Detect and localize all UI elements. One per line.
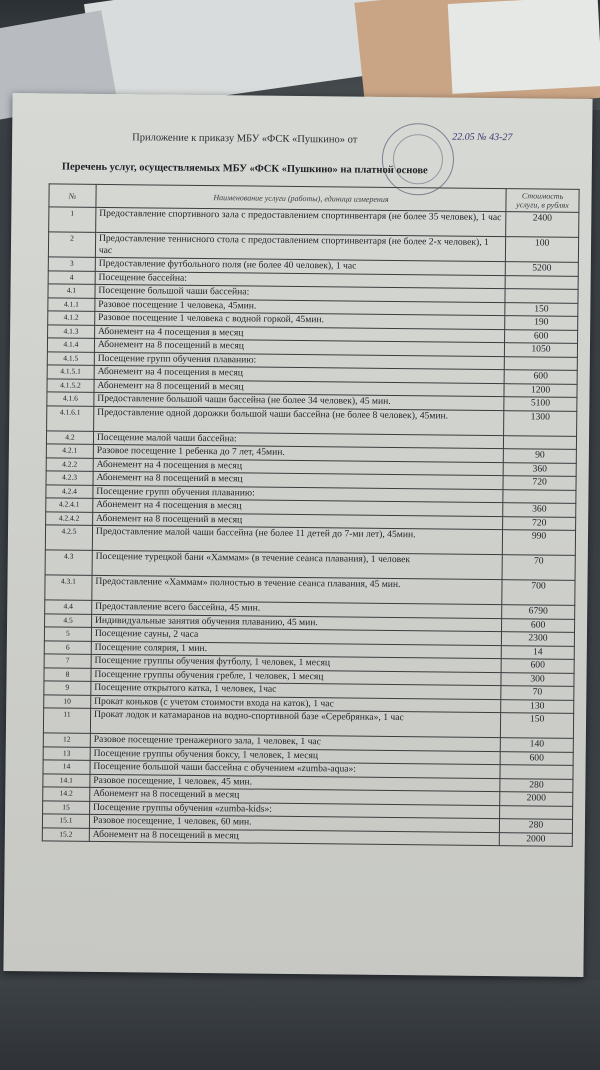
row-price: 600	[501, 659, 574, 673]
row-price: 5100	[504, 397, 577, 411]
row-service-name: Абонемент на 4 посещения в месяц	[93, 458, 503, 476]
row-price	[504, 435, 577, 449]
row-number: 4.1.4	[47, 338, 94, 352]
row-number: 3	[48, 257, 95, 271]
row-number: 4.1.6.1	[47, 405, 94, 430]
row-number: 4.5	[45, 613, 92, 627]
row-service-name: Индивидуальные занятия обучения плаванию, 45 мин.	[91, 614, 501, 632]
row-price: 70	[502, 555, 575, 581]
row-service-name: Предоставление спортивного зала с предоставлением спортинвентаря (не более 35 человек), 1 час	[96, 207, 506, 236]
row-service-name: Посещение турецкой бани «Хаммам» (в течение сеанса плавания), 1 человек	[92, 550, 502, 579]
row-service-name: Разовое посещение 1 человека, 45мин.	[95, 298, 505, 316]
row-price: 150	[505, 302, 578, 316]
row-price: 2000	[500, 792, 573, 806]
row-number: 4.1.6	[47, 392, 94, 406]
row-number: 15.1	[42, 814, 89, 828]
row-number: 4.1.5.1	[47, 365, 94, 379]
document-page	[3, 93, 592, 977]
row-price: 14	[501, 645, 574, 659]
row-price: 100	[505, 237, 578, 263]
row-number: 8	[44, 667, 91, 681]
row-service-name: Абонемент на 4 посещения в месяц	[94, 325, 504, 343]
row-price	[504, 356, 577, 370]
row-number: 2	[48, 232, 95, 257]
row-service-name: Предоставление теннисного стола с предоставлением спортинвентаря (не более 2-х человек), 1 час	[95, 232, 505, 261]
row-number: 4.1.1	[48, 297, 95, 311]
row-service-name: Абонемент на 8 посещений в месяц	[89, 828, 499, 846]
row-service-name: Абонемент на 8 посещений в месяц	[93, 471, 503, 489]
row-number: 7	[44, 654, 91, 668]
background-paper-right	[448, 0, 600, 94]
row-number: 14	[43, 760, 90, 774]
row-price: 600	[502, 618, 575, 632]
row-service-name: Предоставление футбольного поля (не более 40 человек), 1 час	[95, 257, 505, 275]
official-stamp-icon	[382, 123, 455, 196]
row-number: 1	[49, 207, 96, 232]
row-number: 15.2	[42, 827, 89, 841]
row-service-name: Посещение солярия, 1 мин.	[91, 641, 501, 659]
row-number: 11	[43, 708, 90, 733]
row-service-name: Абонемент на 8 посещений в месяц	[94, 338, 504, 356]
row-number: 9	[44, 681, 91, 695]
row-price: 2300	[501, 632, 574, 646]
row-number: 12	[43, 733, 90, 747]
row-number: 4.2.4.2	[46, 511, 93, 525]
row-number: 5	[44, 627, 91, 641]
row-service-name: Предоставление одной дорожки большой чаши бассейна (не более 8 человек), 45мин.	[93, 406, 503, 435]
row-number: 4.2	[46, 430, 93, 444]
row-service-name: Прокат коньков (с учетом стоимости входа на каток), 1 час	[91, 695, 501, 713]
row-price: 190	[505, 316, 578, 330]
row-price: 300	[501, 672, 574, 686]
row-service-name: Абонемент на 4 посещения в месяц	[93, 498, 503, 516]
row-number: 4.4	[45, 600, 92, 614]
row-price: 360	[503, 503, 576, 517]
row-price	[505, 275, 578, 289]
row-price	[505, 289, 578, 303]
row-service-name: Посещение большой чаши бассейна:	[95, 284, 505, 302]
row-service-name: Посещение группы обучения «zumba-kids»:	[89, 801, 499, 819]
row-service-name: Абонемент на 8 посещений в месяц	[92, 512, 502, 530]
row-service-name: Посещение сауны, 2 часа	[91, 627, 501, 645]
row-price: 90	[503, 449, 576, 463]
row-number: 4.1.3	[48, 324, 95, 338]
row-service-name: Абонемент на 4 посещения в месяц	[94, 365, 504, 383]
row-service-name: Посещение группы обучения гребле, 1 человек, 1 месяц	[91, 668, 501, 686]
row-number: 13	[43, 746, 90, 760]
desk-bottom	[0, 980, 600, 1070]
row-service-name: Абонемент на 8 посещений в месяц	[94, 379, 504, 397]
row-number: 10	[44, 694, 91, 708]
appendix-title: Приложение к приказу МБУ «ФСК «Пушкино» от	[132, 132, 358, 146]
row-price: 990	[502, 530, 575, 556]
row-price: 280	[500, 778, 573, 792]
row-price: 130	[501, 699, 574, 713]
row-service-name: Посещение группы обучения футболу, 1 человек, 1 месяц	[91, 654, 501, 672]
row-service-name: Посещение групп обучения плаванию:	[93, 485, 503, 503]
row-price: 150	[500, 713, 573, 739]
row-price: 5200	[505, 262, 578, 276]
row-number: 4.3.1	[45, 575, 92, 600]
row-service-name: Разовое посещение 1 человека с водной горкой, 45мин.	[95, 311, 505, 329]
row-number: 4.2.5	[45, 525, 92, 550]
row-price: 280	[500, 819, 573, 833]
row-service-name: Разовое посещение, 1 человек, 60 мин.	[89, 814, 499, 832]
row-service-name: Предоставление малой чаши бассейна (не более 11 детей до 7-ми лет), 45мин.	[92, 525, 502, 554]
row-number: 15	[43, 800, 90, 814]
row-price: 600	[500, 751, 573, 765]
row-service-name: Посещение бассейна:	[95, 271, 505, 289]
row-number: 4.2.4.1	[46, 498, 93, 512]
row-number: 4.2.2	[46, 457, 93, 471]
row-price: 1300	[504, 410, 577, 436]
row-price: 2000	[499, 832, 572, 846]
row-service-name: Разовое посещение тренажерного зала, 1 человек, 1 час	[90, 733, 500, 751]
row-number: 4.1	[48, 284, 95, 298]
row-service-name: Посещение малой чаши бассейна:	[93, 431, 503, 449]
row-price: 2400	[506, 212, 579, 238]
row-number: 4.2.3	[46, 471, 93, 485]
row-price: 140	[500, 738, 573, 752]
row-number: 4.3	[45, 550, 92, 575]
row-price	[500, 805, 573, 819]
row-price: 720	[503, 516, 576, 530]
column-header-name: Наименование услуги (работы), единица измерения	[96, 184, 506, 211]
row-service-name: Посещение группы обучения боксу, 1 человек, 1 месяц	[90, 747, 500, 765]
row-number: 4	[48, 270, 95, 284]
row-number: 4.2.4	[46, 484, 93, 498]
row-price	[503, 489, 576, 503]
column-header-number: №	[49, 184, 96, 207]
row-service-name: Посещение открытого катка, 1 человек, 1час	[91, 681, 501, 699]
row-service-name: Разовое посещение 1 ребенка до 7 лет, 45мин.	[93, 444, 503, 462]
row-price: 1200	[504, 383, 577, 397]
row-price	[500, 765, 573, 779]
services-price-table	[42, 183, 580, 847]
row-price: 1050	[504, 343, 577, 357]
row-service-name: Предоставление большой чаши бассейна (не более 34 человек), 45 мин.	[94, 392, 504, 410]
row-price: 700	[502, 580, 575, 606]
row-service-name: Прокат лодок и катамаранов на водно-спортивной базе «Серебрянка», 1 час	[90, 708, 500, 737]
row-number: 4.1.5	[47, 351, 94, 365]
table-body	[42, 207, 579, 847]
row-number: 6	[44, 640, 91, 654]
row-price: 360	[503, 462, 576, 476]
row-number: 14.1	[43, 773, 90, 787]
column-header-price: Стоимость услуги, в рублях	[506, 189, 579, 213]
row-service-name: Предоставление всего бассейна, 45 мин.	[92, 600, 502, 618]
row-price: 720	[503, 476, 576, 490]
row-service-name: Предоставление «Хаммам» полностью в течение сеанса плавания, 45 мин.	[92, 575, 502, 604]
row-price: 6790	[502, 605, 575, 619]
row-price: 600	[505, 329, 578, 343]
row-price: 600	[504, 370, 577, 384]
row-service-name: Разовое посещение, 1 человек, 45 мин.	[90, 774, 500, 792]
row-number: 4.1.5.2	[47, 378, 94, 392]
row-number: 4.2.1	[46, 444, 93, 458]
row-service-name: Абонемент на 8 посещений в месяц	[90, 787, 500, 805]
row-service-name: Посещение групп обучения плаванию:	[94, 352, 504, 370]
row-number: 14.2	[43, 787, 90, 801]
row-service-name: Посещение большой чаши бассейна с обучением «zumba-aqua»:	[90, 760, 500, 778]
row-price: 70	[501, 686, 574, 700]
handwritten-order-number: 22.05 № 43-27	[452, 131, 513, 144]
list-title: Перечень услуг, осуществляемых МБУ «ФСК «Пушкино» на платной основе	[61, 161, 428, 177]
row-number: 4.1.2	[48, 311, 95, 325]
